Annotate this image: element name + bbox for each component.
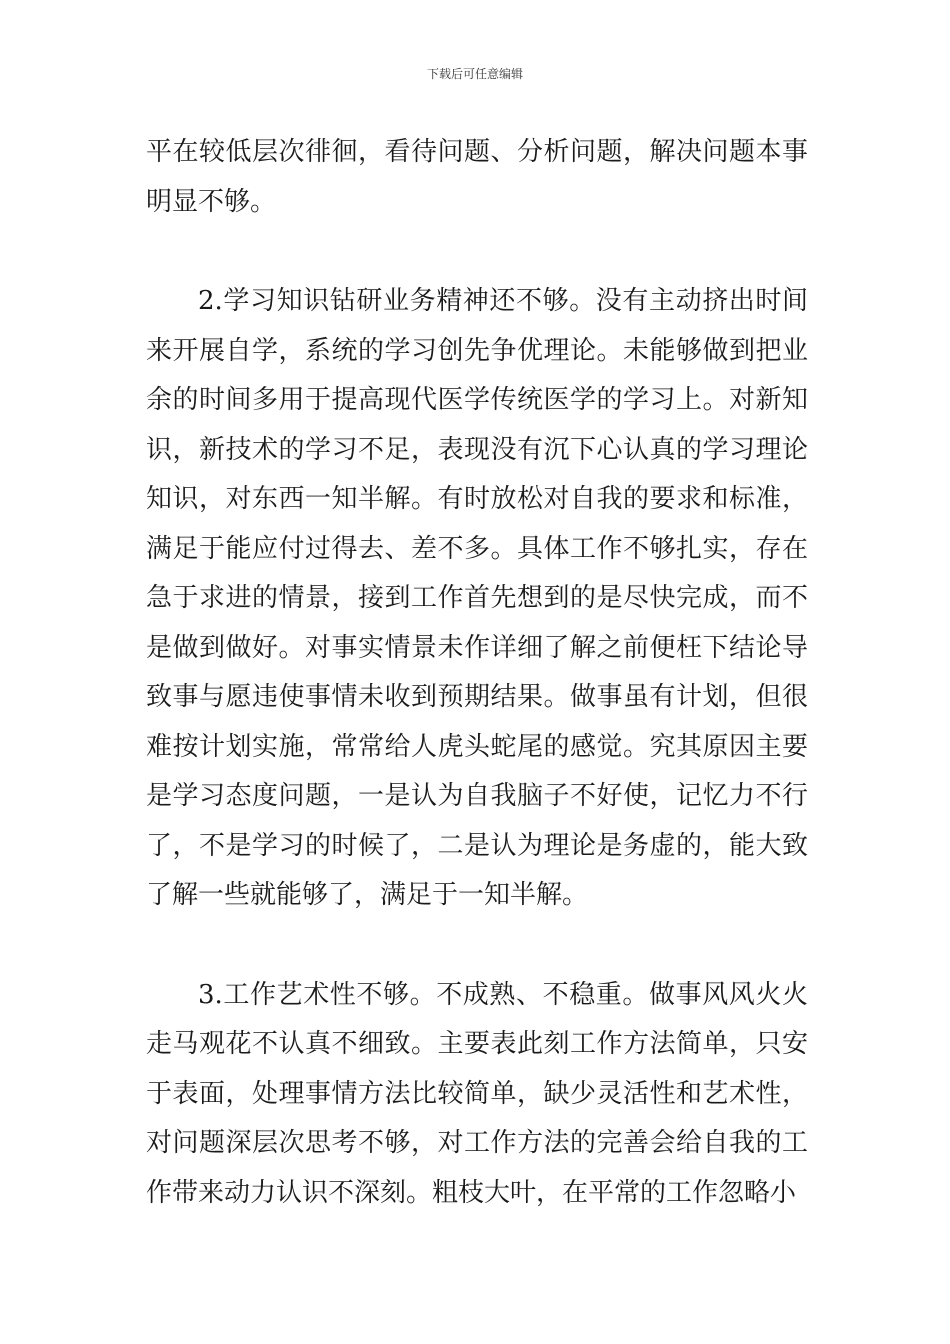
document-body bbox=[146, 128, 808, 1218]
paragraph-gap bbox=[146, 227, 808, 277]
paragraph-item-3: 3.工作艺术性不够。不成熟、不稳重。做事风风火火走马观花不认真不细致。主要表此刻工作方法简单，只安于表面，处理事情方法比较简单，缺少灵活性和艺术性，对问题深层次思考不够，对工作方法的完善会给自我的工作带来动力认识不深刻。粗枝大叶，在平常的工作忽略小 bbox=[146, 979, 808, 1208]
header-note: 下载后可任意编辑 bbox=[426, 67, 523, 81]
paragraph-continued: 平在较低层次徘徊，看待问题、分析问题，解决问题本事明显不够。 bbox=[146, 137, 808, 217]
paragraph-item-2: 2.学习知识钻研业务精神还不够。没有主动挤出时间来开展自学，系统的学习创先争优理论。未能够做到把业余的时间多用于提高现代医学传统医学的学习上。对新知识，新技术的学习不足，表现没有沉下心认真的学习理论知识，对东西一知半解。有时放松对自我的要求和标准，满足于能应付过得去、差不多。具体工作不够扎实，存在急于求进的情景，接到工作首先想到的是尽快完成，而不是做到做好。对事实情景未作详细了解之前便枉下结论导致事与愿违使事情未收到预期结果。做事虽有计划，但很难按计划实施，常常给人虎头蛇尾的感觉。究其原因主要是学习态度问题，一是认为自我脑子不好使，记忆力不行了，不是学习的时候了，二是认为理论是务虚的，能大致了解一些就能够了，满足于一知半解。 bbox=[146, 286, 808, 910]
paragraph-gap bbox=[146, 921, 808, 971]
